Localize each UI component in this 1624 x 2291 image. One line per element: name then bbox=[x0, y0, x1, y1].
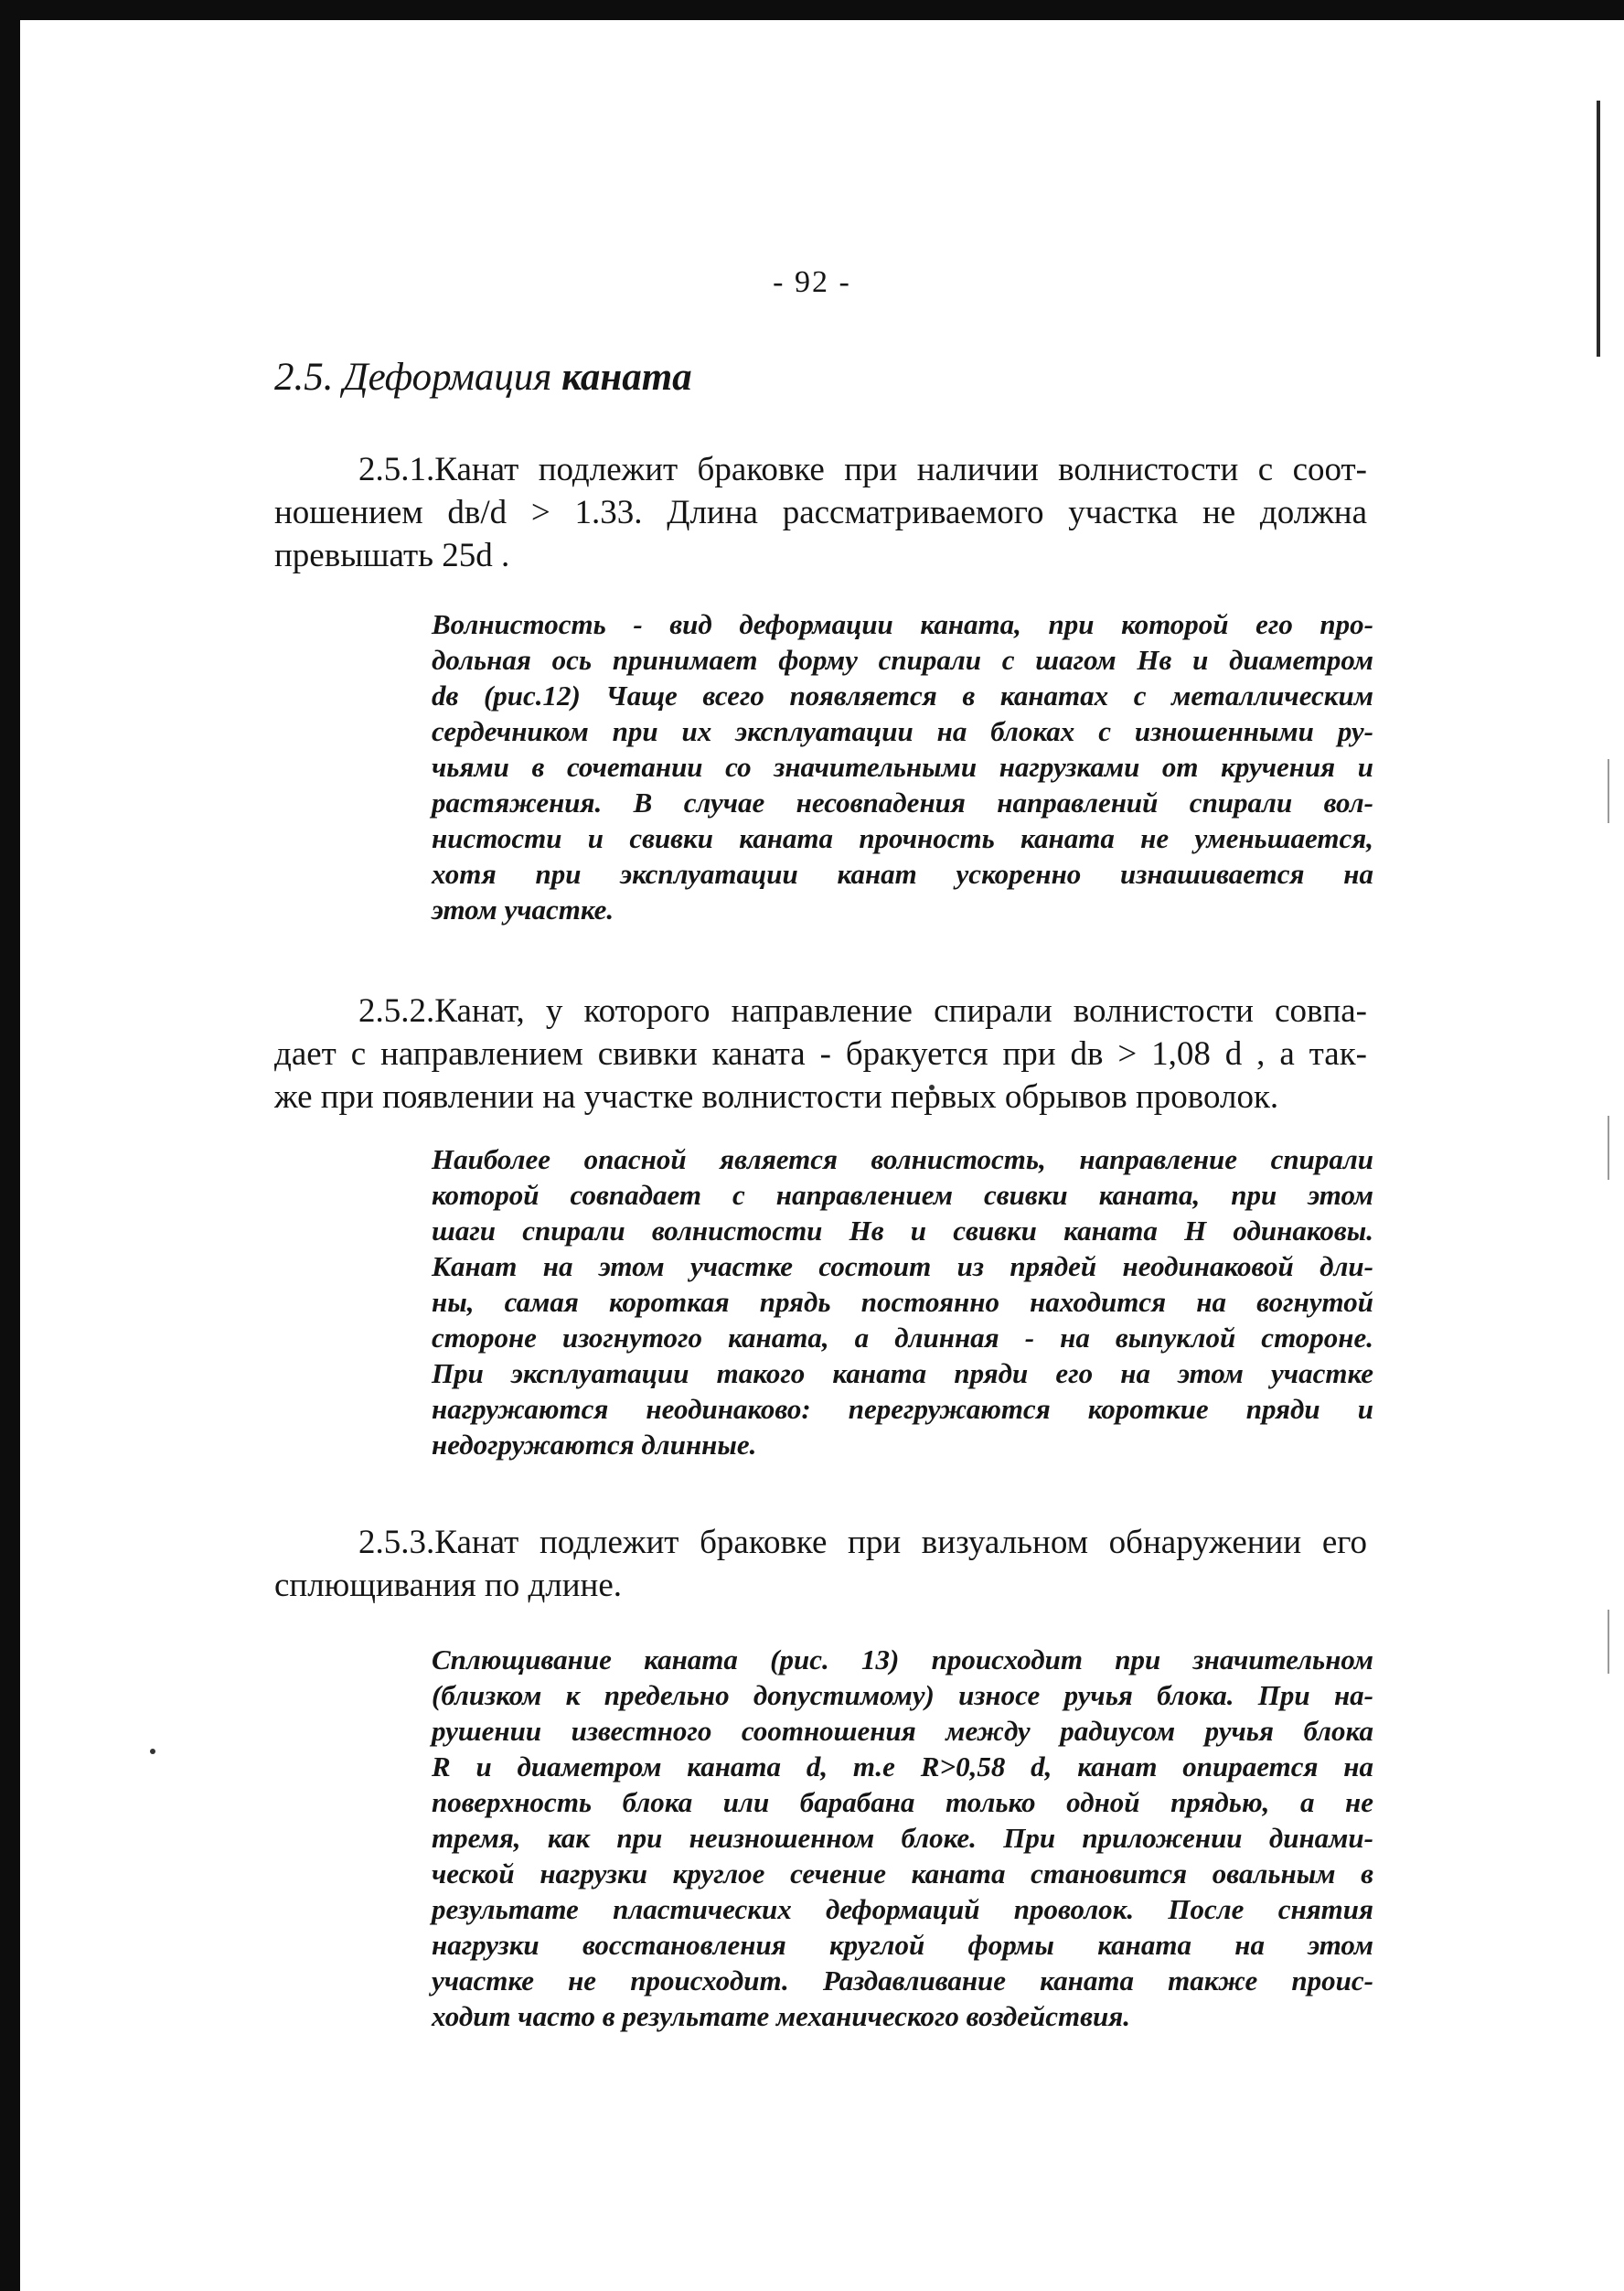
scan-mark bbox=[1608, 1610, 1609, 1674]
note-line: участке не происходит. Раздавливание каната также проис- bbox=[432, 1964, 1373, 1997]
section-title-word-bold: каната bbox=[561, 356, 692, 399]
note-line: стороне изогнутого каната, а длинная - на выпуклой стороне. bbox=[432, 1322, 1373, 1354]
scan-border-top bbox=[0, 0, 1624, 20]
scan-dot bbox=[150, 1749, 155, 1754]
note-line: хотя при эксплуатации канат ускоренно изнашивается на bbox=[432, 858, 1373, 890]
note-line: нагрузки восстановления круглой формы каната на этом bbox=[432, 1929, 1373, 1961]
note-line: результате пластических деформаций проволок. После снятия bbox=[432, 1893, 1373, 1925]
note-line: (близком к предельно допустимому) износе ручья блока. При на- bbox=[432, 1679, 1373, 1711]
note-line: Сплющивание каната (рис. 13) происходит при значительном bbox=[432, 1643, 1373, 1675]
text-line: 2.5.3.Канат подлежит браковке при визуальном обнаружении его bbox=[358, 1524, 1367, 1561]
note-waviness bbox=[432, 606, 1373, 927]
note-line: Волнистость - вид деформации каната, при которой его про- bbox=[432, 608, 1373, 640]
note-line: нистости и свивки каната прочность каната не уменьшается, bbox=[432, 822, 1373, 854]
note-dangerous-waviness bbox=[432, 1141, 1373, 1462]
note-line: чьями в сочетании со значительными нагрузками от кручения и bbox=[432, 751, 1373, 783]
note-line: R и диаметром каната d, т.е R>0,58 d, канат опирается на bbox=[432, 1750, 1373, 1782]
paragraph-2-5-1 bbox=[274, 448, 1367, 577]
section-title-word: Деформация bbox=[343, 356, 552, 399]
text-line: ношением dв/d > 1.33. Длина рассматриваемого участка не должна bbox=[274, 494, 1367, 531]
note-line: сердечником при их эксплуатации на блоках с изношенными ру- bbox=[432, 715, 1373, 747]
section-title bbox=[274, 355, 692, 400]
note-line: растяжения. В случае несовпадения направлений спирали вол- bbox=[432, 787, 1373, 819]
scan-border-left bbox=[0, 0, 20, 2291]
note-line: ны, самая короткая прядь постоянно находится на вогнутой bbox=[432, 1286, 1373, 1318]
note-line: поверхность блока или барабана только одной прядью, а не bbox=[432, 1786, 1373, 1818]
note-line: При эксплуатации такого каната пряди его на этом участке bbox=[432, 1357, 1373, 1389]
note-line: ходит часто в результате механического воздействия. bbox=[432, 2000, 1130, 2032]
paragraph-2-5-2 bbox=[274, 990, 1367, 1119]
note-line: этом участке. bbox=[432, 894, 614, 926]
text-line: превышать 25d . bbox=[274, 537, 510, 574]
note-line: шаги спирали волнистости Нв и свивки каната Н одинаковы. bbox=[432, 1215, 1373, 1247]
scan-mark bbox=[1608, 759, 1609, 823]
note-line: Канат на этом участке состоит из прядей неодинаковой дли- bbox=[432, 1250, 1373, 1282]
note-line: ческой нагрузки круглое сечение каната становится овальным в bbox=[432, 1857, 1373, 1890]
note-line: которой совпадает с направлением свивки каната, при этом bbox=[432, 1179, 1373, 1211]
paragraph-2-5-3 bbox=[274, 1521, 1367, 1607]
note-line: dв (рис.12) Чаще всего появляется в канатах с металлическим bbox=[432, 680, 1373, 712]
text-line: же при появлении на участке волнистости первых обрывов проволок. bbox=[274, 1078, 1279, 1116]
text-line: 2.5.2.Канат, у которого направление спирали волнистости совпа- bbox=[358, 992, 1367, 1030]
note-line: рушении известного соотношения между радиусом ручья блока bbox=[432, 1715, 1373, 1747]
text-line: дает с направлением свивки каната - бракуется при dв > 1,08 d , а так- bbox=[274, 1035, 1367, 1073]
note-line: Наиболее опасной является волнистость, направление спирали bbox=[432, 1143, 1373, 1175]
text-line: сплющивания по длине. bbox=[274, 1567, 623, 1604]
note-line: дольная ось принимает форму спирали с шагом Нв и диаметром bbox=[432, 644, 1373, 676]
note-line: недогружаются длинные. bbox=[432, 1429, 757, 1461]
section-number: 2.5. bbox=[274, 356, 334, 399]
text-line: 2.5.1.Канат подлежит браковке при наличии волнистости с соот- bbox=[358, 451, 1367, 488]
page-number: - 92 - bbox=[773, 265, 851, 299]
note-line: нагружаются неодинаково: перегружаются короткие пряди и bbox=[432, 1393, 1373, 1425]
scan-edge-right bbox=[1597, 101, 1600, 357]
note-line: тремя, как при неизношенном блоке. При приложении динами- bbox=[432, 1822, 1373, 1854]
scan-mark bbox=[1608, 1116, 1609, 1180]
note-flattening bbox=[432, 1642, 1373, 2034]
